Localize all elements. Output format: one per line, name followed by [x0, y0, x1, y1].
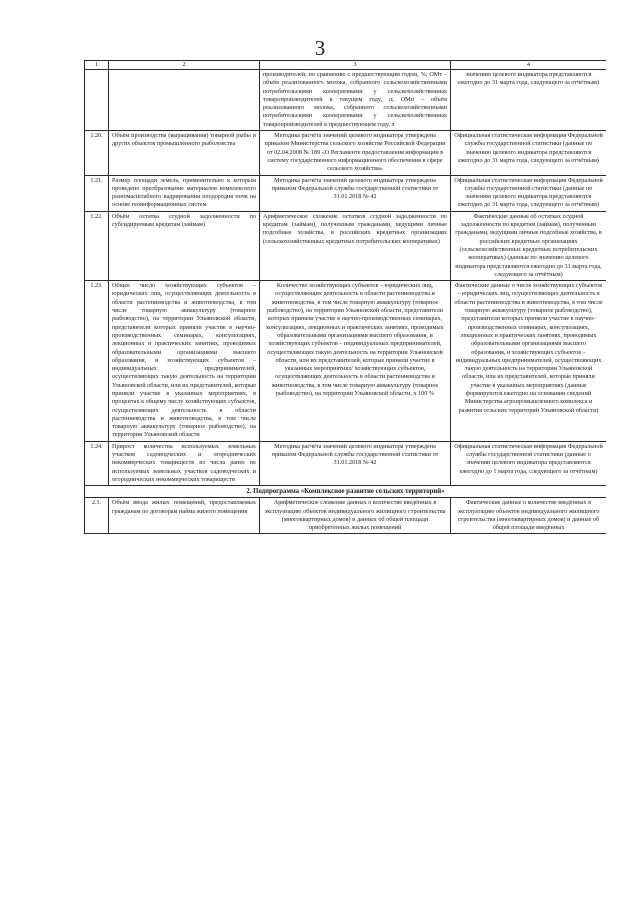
calculation-method: Методика расчёта значений целевого индикатора утверждена приказом Федеральной службы государственной статистики от 31.01.2018 № 42	[260, 175, 451, 211]
calculation-method: Методика расчёта значений целевого индикатора утверждена приказом Федеральной службы государственной статистики от 31.01.2018 № 42	[260, 441, 451, 485]
data-source: Фактические данные об остатках ссудной задолженности по кредитам (займам), полученным гражданами, ведущими личные подсобные хозяйства, в российских кредитных организациях (сельскохозяйственных кредитных потребительских кооперативах) (данные по значению целевого индикатора представляются ежегодно до 31 марта года, следующего за отчётным)	[451, 211, 607, 280]
calculation-method: Количество хозяйствующих субъектов – юридических лиц, осуществляющих деятельность в области растениеводства и животноводства, в том числе товарную аквакультуру (товарное рыбоводство), на территории Ульяновской области, представители которых приняли участие в научно-производственных семинарах, консультациях, лекционных и практических занятиях, проводимых образовательными организациями высшего образования, и хозяйствующих субъектов – индивидуальных предпринимателей, осуществляющих такую деятельность на территории Ульяновской области, или их представителей, которые приняли участие в указанных мероприятиях/ хозяйствующих субъектов, осуществляющих деятельность в области растениеводства и животноводства, в том числе товарную аквакультуру (товарное рыбоводство), на территории Ульяновской области, x 100 %	[260, 281, 451, 442]
table-row	[85, 131, 607, 175]
table-row	[85, 498, 607, 534]
indicator-name: Объём остатка ссудной задолженности по субсидируемым кредитам (займам)	[109, 211, 260, 280]
row-number: 1.23.	[85, 281, 109, 442]
table-row	[85, 211, 607, 280]
calculation-method	[260, 211, 451, 280]
indicator-name: Общее число хозяйствующих субъектов – юридических лиц, осуществляющих деятельность в области растениеводства и животноводства, в том числе товарную аквакультуру (товарное рыбоводство), на территории Ульяновской области, представители которых приняли участие в научно-производственных семинарах, консультациях, лекционных и практических занятиях, проводимых образовательными организациями высшего образования, и хозяйствующих субъектов – индивидуальных предпринимателей, осуществляющих такую деятельность на территории Ульяновской области, или их представителей, которые приняли участие в указанных мероприятиях, в процентах к общему числу хозяйствующих субъектов, осуществляющих деятельность в области растениеводства и животноводства, в том числе товарную аквакультуру (товарное рыбоводство), на территории Ульяновской области	[109, 281, 260, 442]
column-number-row	[85, 61, 607, 70]
data-source: Фактические данные о количестве введённых в эксплуатацию объектов индивидуального жилищного строительства (многоквартирных домов) и данные об общей площади введённых	[451, 498, 607, 534]
table-row	[85, 281, 607, 442]
data-source: Фактические данные о числе хозяйствующих субъектов – юридических лиц, осуществляющих деятельность в области растениеводства и животноводства, в том числе товарную аквакультуру (товарное рыбоводство), представители которых приняли участие в научно-производственных семинарах, консультациях, лекционных и практических занятиях, проводимых образовательными организациями высшего образования, и хозяйствующих субъектов – индивидуальных предпринимателей, осуществляющих такую деятельность на территории Ульяновской области, или их представителей, которые приняли участие в указанных мероприятиях (данные формируются ежегодно на основании сведений Министерства агропромышленного комплекса и развития сельских территорий Ульяновской области)	[451, 281, 607, 442]
calculation-method: Арифметическое сложение данных о количестве введённых в эксплуатацию объектов индивидуального жилищного строительства (многоквартирных домов) и данных об общей площади приобретенных жилых помещений	[260, 498, 451, 534]
table-row	[85, 441, 607, 485]
subprogram-heading-row	[85, 486, 607, 498]
data-source: Официальная статистическая информация Федеральной службы государственной статистики (данные по значению целевого индикатора представляются ежегодно до 31 марта года, следующего за отчётным)	[451, 175, 607, 211]
document-table-area	[84, 60, 606, 905]
row-number: 2.1.	[85, 498, 109, 534]
column-number: 1	[85, 61, 109, 70]
indicator-name	[109, 70, 260, 131]
row-number: 1.22.	[85, 211, 109, 280]
column-number: 2	[109, 61, 260, 70]
calculation-method-text: Арифметическое сложение остатков ссудной задолженности по кредитам (займам), полученным гражданами, ведущими личные подсобные хозяйства, в российских кредитных организациях (сельскохозяйственных кредитных потребительских кооперативах)	[263, 212, 447, 245]
table-row	[85, 175, 607, 211]
row-number: 1.20.	[85, 131, 109, 175]
data-source: Официальная статистическая информация Федеральной службы государственной статистики (данные о значении целевого индикатора представляются ежегодно до 1 марта года, следующего за отчётным)	[451, 441, 607, 485]
indicator-methodology-table	[84, 60, 606, 534]
indicator-name: Объём производства (выращивания) товарной рыбы и других объектов промышленного рыболовства	[109, 131, 260, 175]
data-source: Официальная статистическая информация Федеральной службы государственной статистики (данные по значению целевого индикатора представляются ежегодно до 31 марта года, следующего за отчётным)	[451, 131, 607, 175]
indicator-name: Объём ввода жилых помещений, предоставляемых гражданам по договорам найма жилого помещения	[109, 498, 260, 534]
column-number: 4	[451, 61, 607, 70]
indicator-name: Размер площади земель, применительно к которым проведено преобразование материалов комплексного разномасштабного кадрирования плодородия почв на основе геоинформационных систем	[109, 175, 260, 211]
calculation-method: Методика расчёта значений целевого индикатора утверждена приказом Министерства сельского хозяйства Российской Федерации от 02.04.2008 № 189 «О Регламенте предоставления информации в систему государственного информационного обеспечения в сфере сельского хозяйства»	[260, 131, 451, 175]
subprogram-heading: 2. Подпрограмма «Комплексное развитие сельских территорий»	[85, 486, 607, 498]
calculation-method	[260, 70, 451, 131]
row-number	[85, 70, 109, 131]
calculation-method-text: производителей, по сравнению с предшествующим годом, %; ОМт – объём реализованного молока, собранного сельскохозяйственными потребительскими кооперативами у сельскохозяйственных товаропроизводителей в текущем году, л; ОМп – объём реализованного молока, собранного сельскохозяйственными потребительскими кооперативами у сельскохозяйственных товаропроизводителей в предшествующем году, л	[263, 71, 447, 128]
row-number: 1.24.	[85, 441, 109, 485]
indicator-name: Прирост количества используемых земельных участков садоводческих и огороднических некоммерческих товариществ из числа ранее не используемых земельных участков садоводческих и огороднических некоммерческих товариществ	[109, 441, 260, 485]
row-number: 1.21.	[85, 175, 109, 211]
data-source: значению целевого индикатора представляются ежегодно до 31 марта года, следующего за отчётным)	[451, 70, 607, 131]
column-number: 3	[260, 61, 451, 70]
page-number: 3	[314, 36, 326, 60]
table-row	[85, 70, 607, 131]
